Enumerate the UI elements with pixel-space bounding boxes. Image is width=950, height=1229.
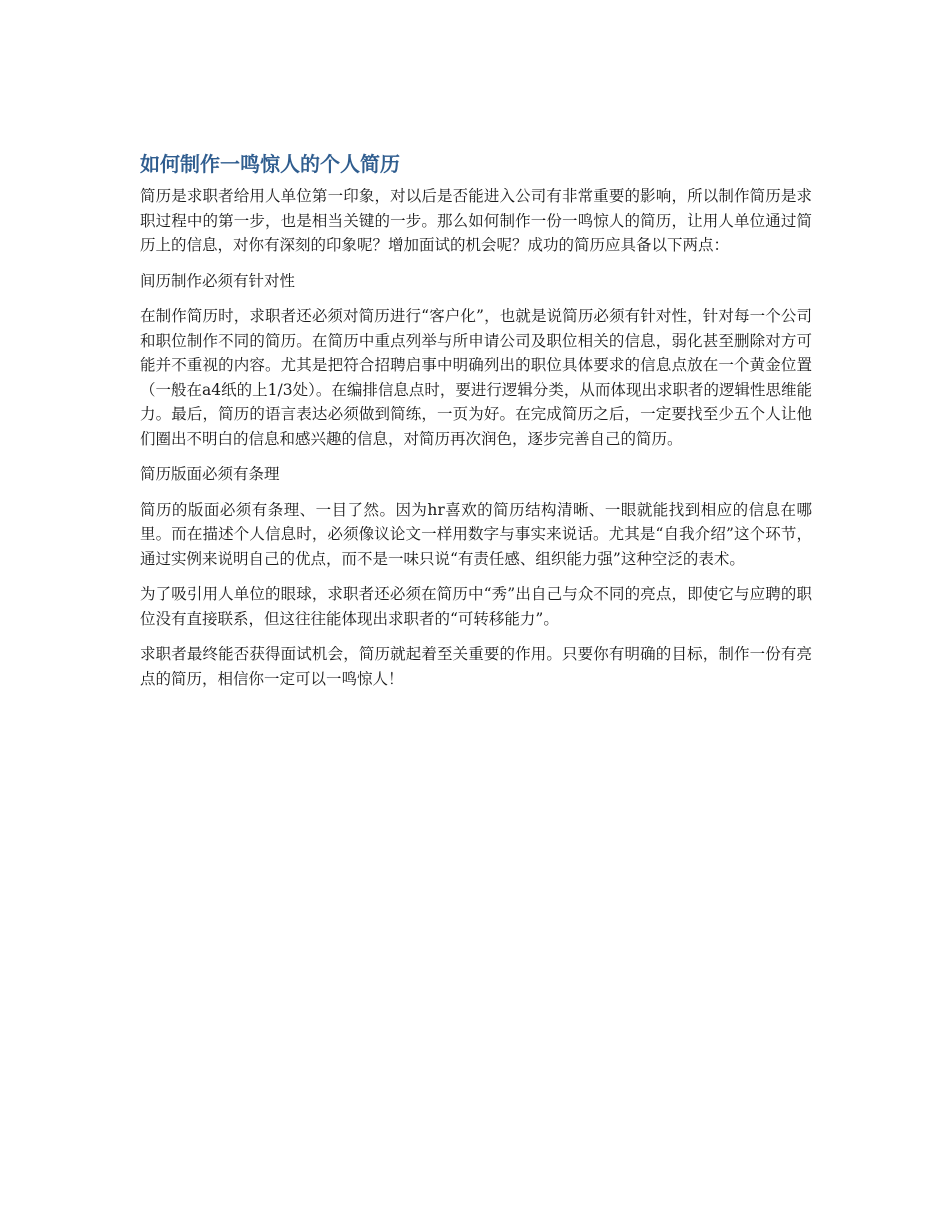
conclusion-paragraph: 求职者最终能否获得面试机会，简历就起着至关重要的作用。只要你有明确的目标，制作一份有亮点的简历，相信你一定可以一鸣惊人！ [140, 645, 812, 688]
section-paragraph-layout-2: 为了吸引用人单位的眼球，求职者还必须在简历中“秀”出自己与众不同的亮点，即使它与应聘的职位没有直接联系，但这往往能体现出求职者的“可转移能力”。 [140, 585, 812, 628]
document-title: 如何制作一鸣惊人的个人简历 [140, 152, 400, 176]
section-heading-layout: 简历版面必须有条理 [140, 465, 280, 483]
intro-paragraph: 简历是求职者给用人单位第一印象，对以后是否能进入公司有非常重要的影响，所以制作简历是求职过程中的第一步，也是相当关键的一步。那么如何制作一份一鸣惊人的简历，让用人单位通过简历上的信息，对你有深刻的印象呢？增加面试的机会呢？成功的简历应具备以下两点： [140, 187, 812, 254]
section-paragraph-layout-1: 简历的版面必须有条理、一目了然。因为hr喜欢的简历结构清晰、一眼就能找到相应的信息在哪里。而在描述个人信息时，必须像议论文一样用数字与事实来说话。尤其是“自我介绍”这个环节，通过实例来说明自己的优点，而不是一味只说“有责任感、组织能力强”这种空泛的表术。 [140, 500, 812, 568]
section-heading-targeted: 间历制作必须有针对性 [140, 271, 296, 290]
document-page [140, 148, 812, 702]
section-paragraph-targeted: 在制作简历时，求职者还必须对简历进行“客户化”，也就是说简历必须有针对性，针对每一个公司和职位制作不同的简历。在简历中重点列举与所申请公司及职位相关的信息，弱化甚至删除对方可能并不重视的内容。尤其是把符合招聘启事中明确列出的职位具体要求的信息点放在一个黄金位置（一般在a4纸的上1/3处）。在编排信息点时，要进行逻辑分类，从而体现出求职者的逻辑性思维能力。最后，简历的语言表达必须做到简练，一页为好。在完成简历之后，一定要找至少五个人让他们圈出不明白的信息和感兴趣的信息，对简历再次润色，逐步完善自己的简历。 [140, 307, 812, 448]
